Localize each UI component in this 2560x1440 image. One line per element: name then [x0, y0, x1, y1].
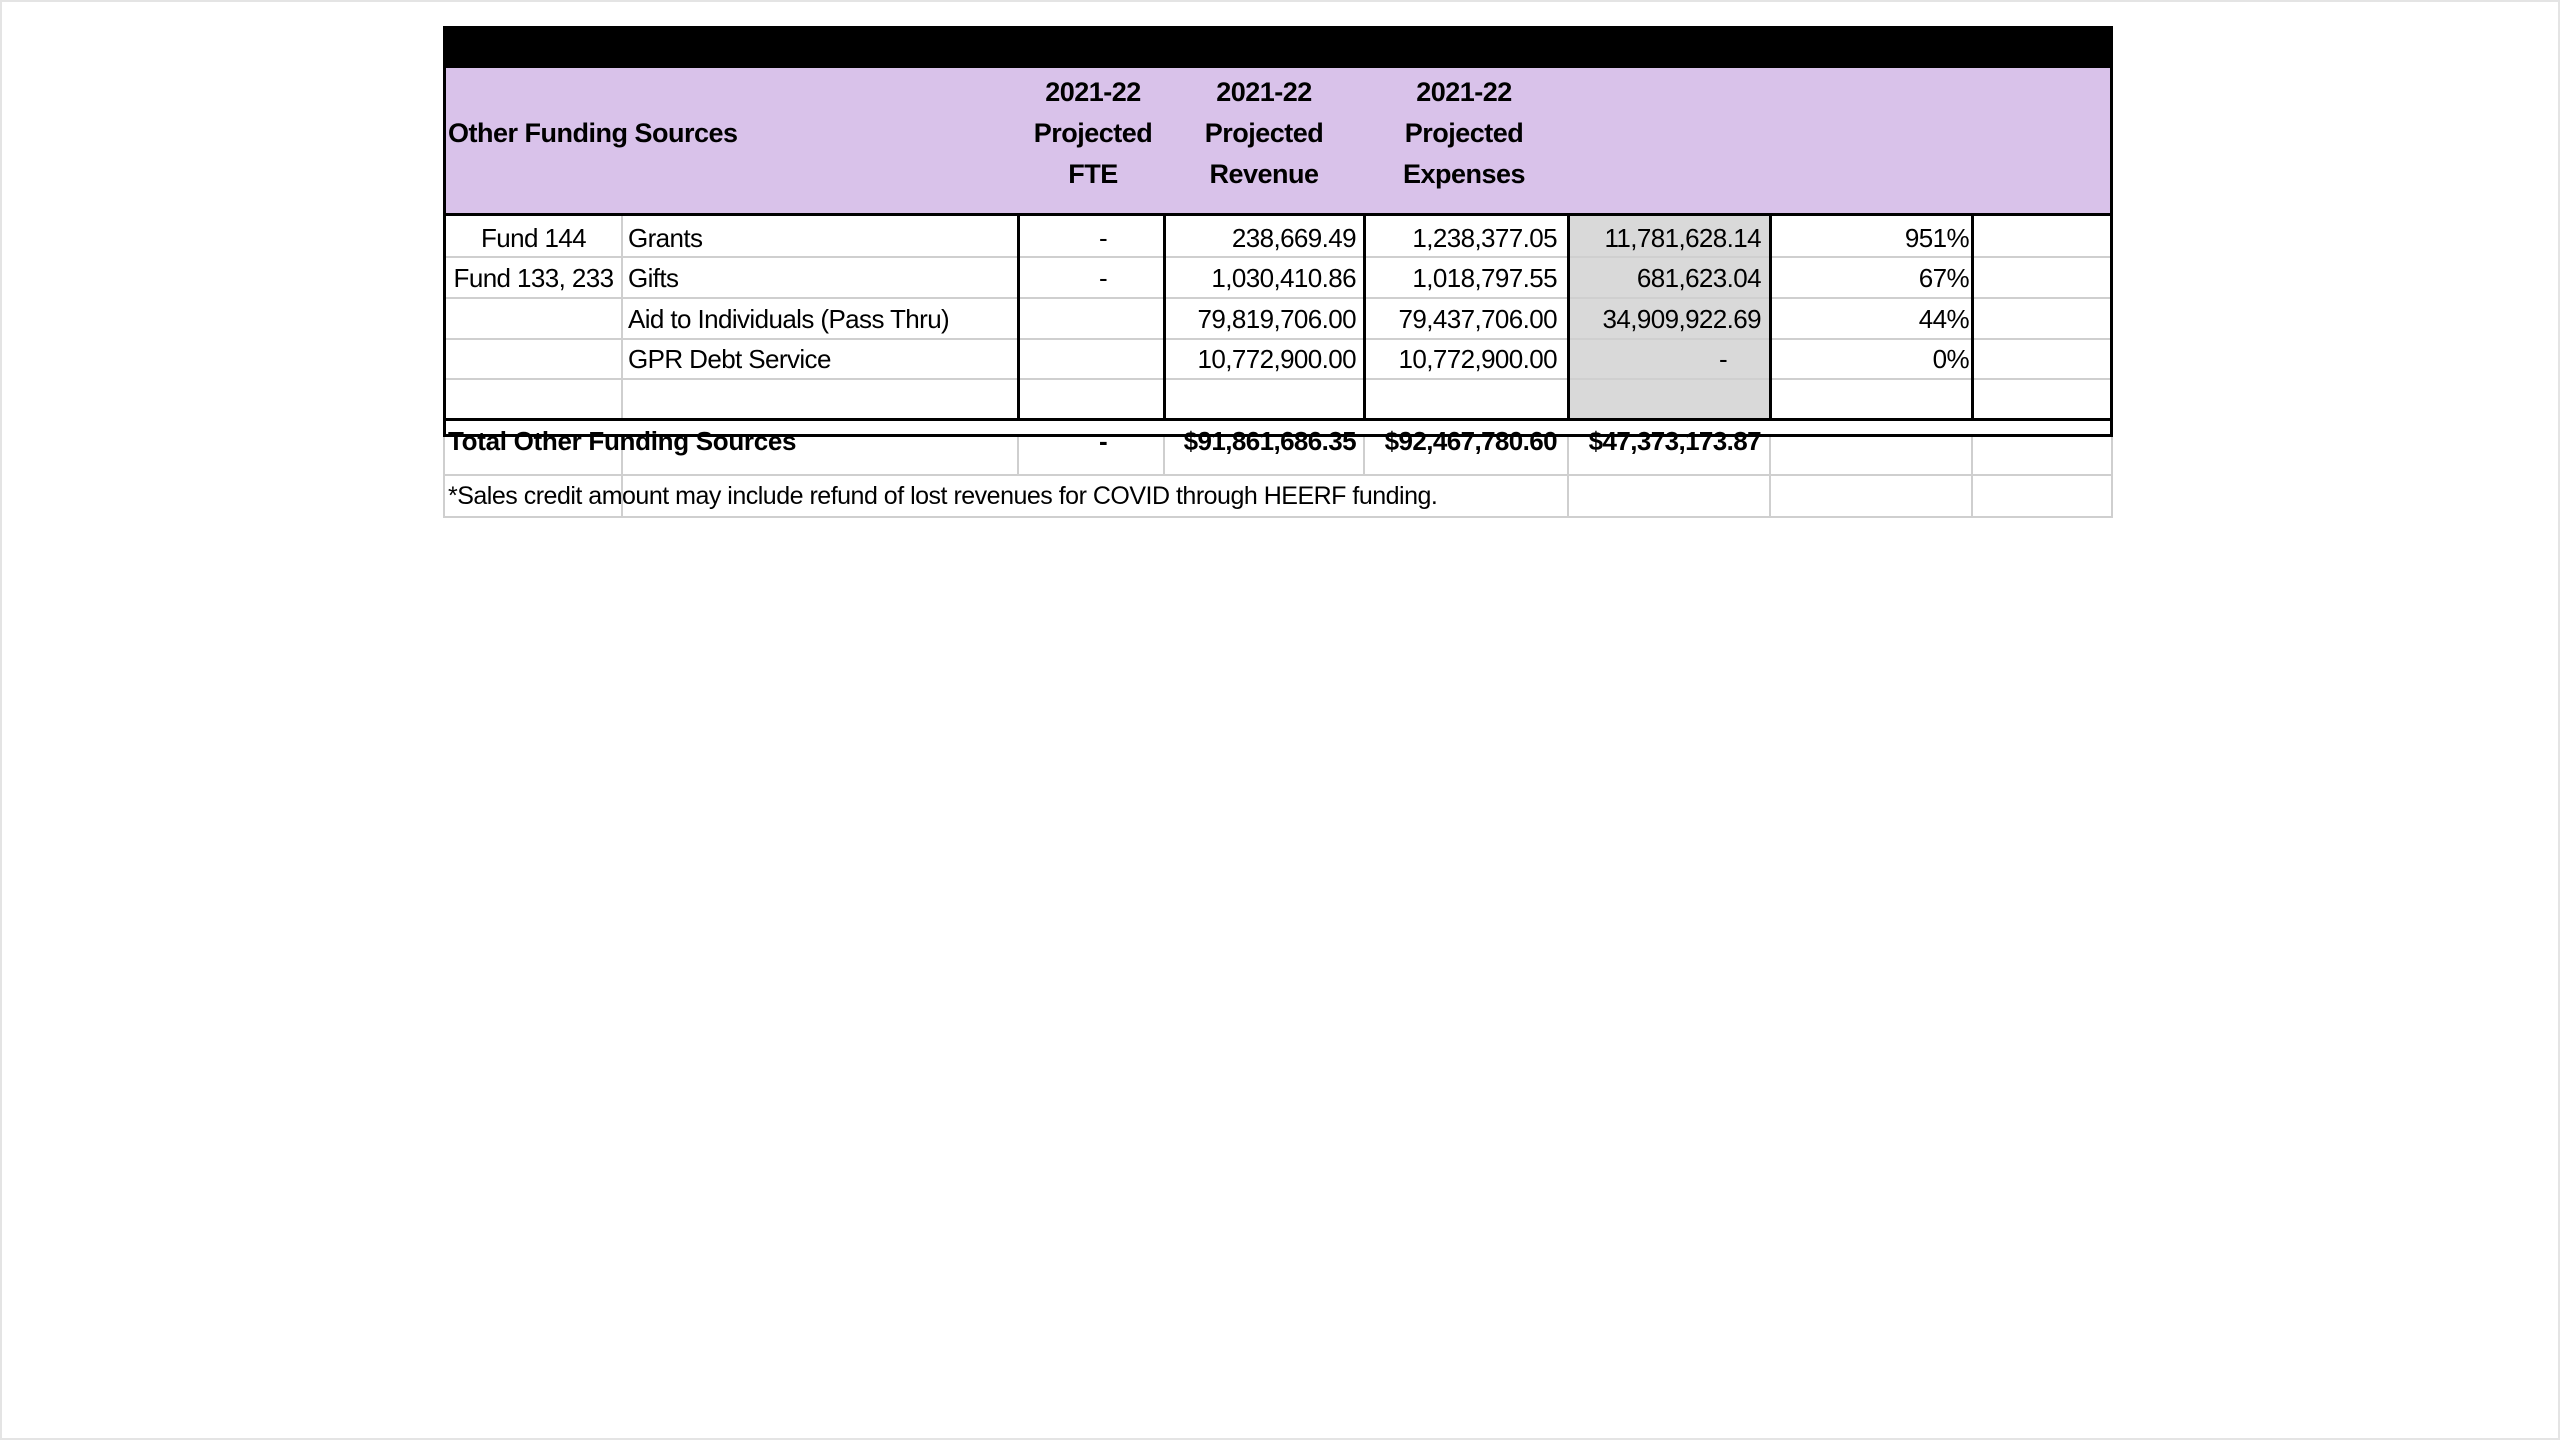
total-revenue: $91,861,686.35: [1183, 426, 1356, 456]
revenue-cell: 10,772,900.00: [1197, 344, 1356, 374]
table-border: [2110, 216, 2113, 436]
total-label: Total Other Funding Sources: [448, 426, 797, 456]
fund-cell: [446, 299, 621, 339]
percent-cell: 0%: [1932, 344, 1969, 374]
percent-cell: 67%: [1918, 263, 1969, 293]
fte-cell: -: [1098, 263, 1108, 293]
fund-cell: [446, 339, 621, 379]
percent-cell: 951%: [1904, 223, 1969, 253]
description-cell: GPR Debt Service: [628, 344, 831, 374]
total-expenses: $92,467,780.60: [1384, 426, 1557, 456]
column-border: [1971, 216, 1974, 418]
balance-cell: -: [1718, 344, 1728, 374]
fte-cell: [1093, 339, 1113, 379]
balance-cell: 681,623.04: [1636, 263, 1761, 293]
revenue-cell: 79,819,706.00: [1197, 304, 1356, 334]
header-revenue-line2: Projected: [1204, 118, 1324, 148]
header-expenses-line3: Expenses: [1402, 159, 1526, 189]
header-expenses-line1: 2021-22: [1416, 77, 1512, 107]
revenue-cell: 1,030,410.86: [1211, 263, 1356, 293]
header-revenue-line1: 2021-22: [1216, 77, 1312, 107]
column-divider: [1567, 436, 1569, 518]
header-revenue-line3: Revenue: [1209, 159, 1319, 189]
balance-cell: 11,781,628.14: [1604, 223, 1761, 253]
fte-cell: -: [1098, 223, 1108, 253]
column-divider: [621, 216, 623, 418]
expenses-cell: 79,437,706.00: [1398, 304, 1557, 334]
row-divider: [443, 516, 2113, 518]
column-border: [1017, 216, 1020, 418]
description-cell: Grants: [628, 223, 703, 253]
expenses-cell: 1,238,377.05: [1412, 223, 1557, 253]
description-cell: Aid to Individuals (Pass Thru): [628, 304, 950, 334]
percent-cell: 44%: [1918, 304, 1969, 334]
table-top-bar: [443, 26, 2113, 68]
fund-cell: Fund 133, 233: [453, 263, 614, 293]
header-fte-line2: Projected: [1033, 118, 1153, 148]
total-balance: $47,373,173.87: [1588, 426, 1761, 456]
revenue-cell: 238,669.49: [1231, 223, 1356, 253]
expenses-cell: 1,018,797.55: [1412, 263, 1557, 293]
section-title: Other Funding Sources: [448, 118, 738, 148]
header-fte-line3: FTE: [1068, 159, 1118, 189]
description-cell: Gifts: [628, 263, 679, 293]
total-fte: -: [1098, 426, 1108, 456]
column-divider: [1363, 436, 1365, 476]
footnote: *Sales credit amount may include refund of lost revenues for COVID through HEERF funding.: [448, 482, 1438, 510]
balance-cell: 34,909,922.69: [1602, 304, 1761, 334]
fund-cell: Fund 144: [480, 223, 587, 253]
column-divider: [443, 436, 445, 518]
column-divider: [1163, 436, 1165, 476]
expenses-cell: 10,772,900.00: [1398, 344, 1557, 374]
column-divider: [1769, 436, 1771, 518]
column-divider: [1971, 436, 1973, 518]
column-divider: [2111, 436, 2113, 518]
header-fte-line1: 2021-22: [1045, 77, 1141, 107]
fte-cell: [1093, 299, 1113, 339]
funding-table: [443, 26, 2113, 520]
header-expenses-line2: Projected: [1404, 118, 1524, 148]
column-divider: [1017, 436, 1019, 476]
